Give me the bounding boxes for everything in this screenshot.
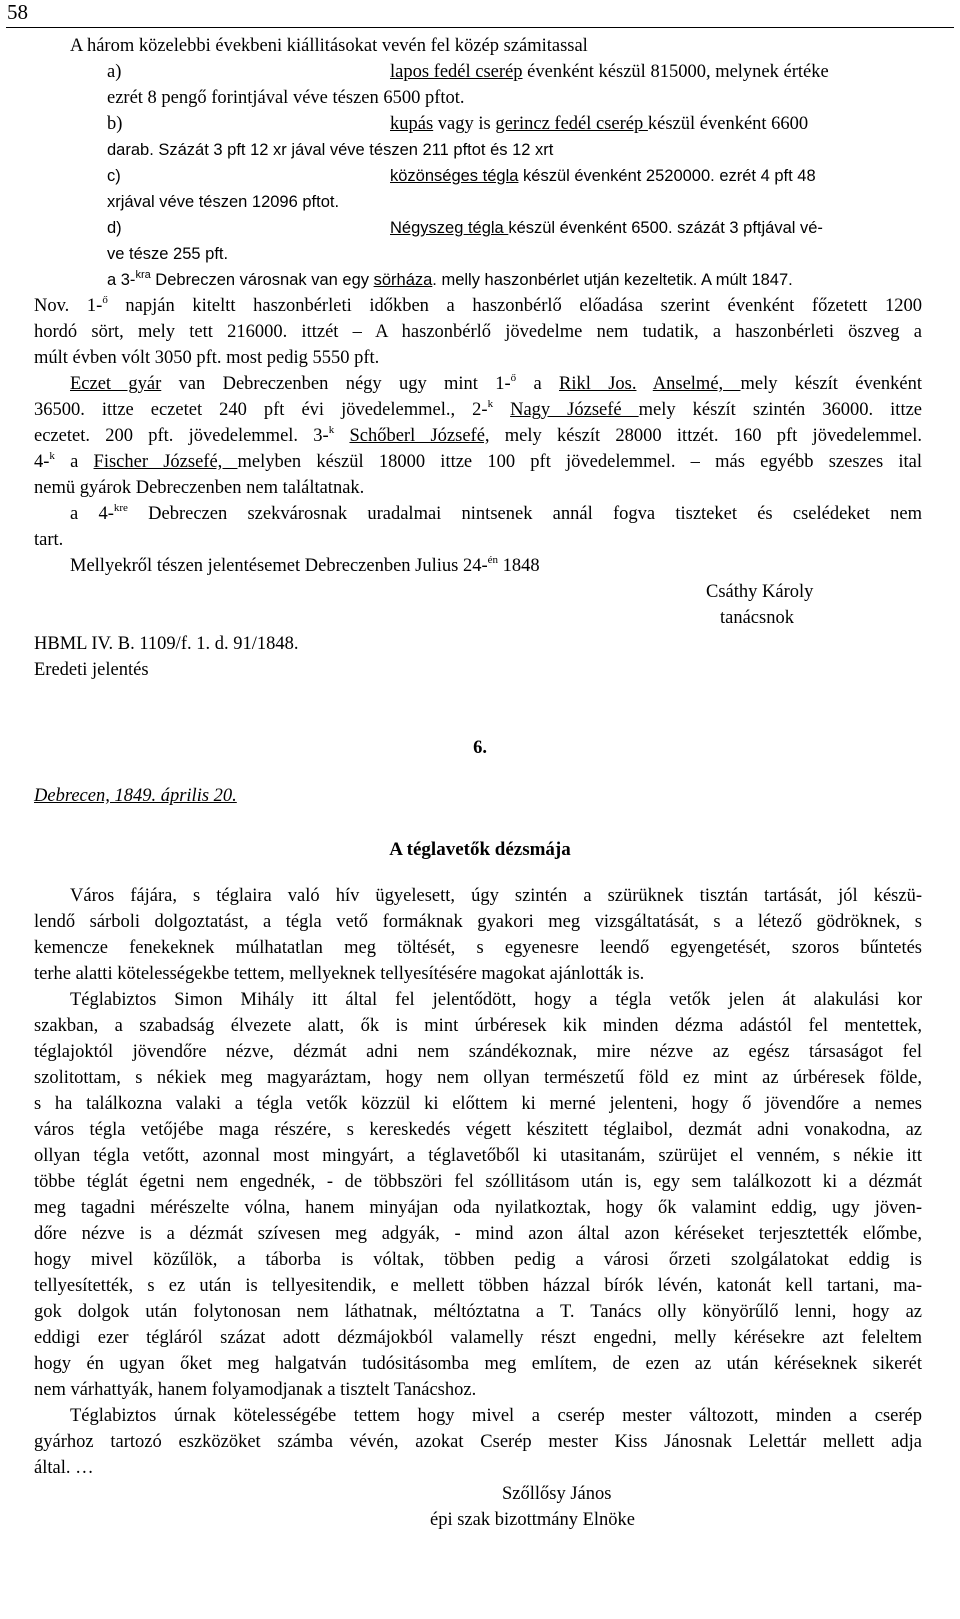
sorhaz-mid: Debreczen városnak van egy [150,271,374,289]
szekvaros-line2: tart. [34,530,64,550]
item-c-line [390,165,816,187]
eczet-l2-space [493,400,510,420]
eczet-l4-sup: k [49,449,55,462]
item-c-link: közönséges tégla [390,167,519,185]
sorhaz-line4: múlt évben vólt 3050 pft. most pedig 5550 pft. [34,348,380,368]
report-pre: Mellyekről tészen jelentésemet Debreczenben Julius 24- [70,556,488,576]
eczet-line5: nemü gyárok Debreczenben nem találtatnak. [34,478,365,498]
item-d-rest: készül évenként 6500. százát 3 pftjával vé- [508,219,823,237]
item-d-link: Négyszeg tégla [390,219,509,237]
sorhaz-l2-sup: ő [102,293,108,306]
eczet-rest: mely készít évenként [740,374,923,394]
item-b-mid: vagy is [433,114,496,134]
sorhaz-line2 [34,295,922,317]
sorhaz-sup: kra [135,268,151,281]
eczet-l3-rest: mely készít 28000 ittzét. 160 pft jövedelemmel. [489,426,922,446]
eczet-l3-a: eczetet. 200 pft. jövedelemmel. 3- [34,426,329,446]
item-b-line [390,113,808,135]
body-line: tellyesítették, s ez után is tellyesitendik, e mellett többen házzal bírók lévén, katonát kell tartani, ma- [34,1276,922,1296]
item-c-line2: xrjával véve tészen 12096 pftot. [107,193,340,211]
szekvaros-rest: Debreczen szekvárosnak uradalmai nintsenek annál fogva tiszteket és cselédeket nem [127,504,922,524]
signer-title: tanácsnok [720,608,794,628]
item-a-rest: évenként készül 815000, melynek értéke [522,62,829,82]
body-line: meg tagadni mérészelte vólna, hanem minyájan oda nyilatkoztak, hogy ők valamint eddig, ugy jöven- [34,1198,922,1218]
eczet-l4-b: a [54,452,94,472]
signer-name: Csáthy Károly [706,582,814,602]
eczet-line4 [34,451,922,473]
sorhaz-l2-rest: napján kiteltt haszonbérleti időkben a haszonbérlő előadása szerint évenként főzetett 1200 [107,296,922,316]
sorhaz-l2-pre: Nov. 1- [34,296,103,316]
body-line: hogy mivel közűlök, a táborba is vóltak, többen pedig a városi őrzeti szolgálatokat eddig is [34,1250,922,1270]
eczet-l3-space [334,426,349,446]
szekvaros-pre: a 4- [70,504,114,524]
body-line: Város fájára, s téglaira való hív ügyelesett, úgy szintén a szürüknek tisztán tartását, jól készü- [70,886,922,906]
body-line: téglajoktól jövendőre nézve, dézmát adni nem szándékoznak, mire nézve az egész társaságot fel [34,1042,922,1062]
body-line: által. … [34,1458,94,1478]
item-c-label: c) [107,167,121,185]
eczet-line1 [70,373,922,395]
eczet-l4-a: 4- [34,452,50,472]
report-sup: én [487,553,499,566]
document-title: A téglavetők dézsmája [389,839,571,860]
item-b-line2: darab. Százát 3 pft 12 xr jával véve tészen 211 pftot és 12 xrt [107,141,554,159]
body-line: szakban, a szabadság élvezete alatt, ők is mint úrbéresek kik minden dézma adástól fel mentettek, [34,1016,922,1036]
schoberl-link: Schőberl Józsefé, [349,426,490,446]
item-b-rest: készül évenként 6600 [647,114,809,134]
body-line: nem várhattyák, hanem folyamodjanak a tisztelt Tanácshoz. [34,1380,477,1400]
page-number: 58 [7,0,28,24]
sorhaz-pre: a 3- [107,271,136,289]
intro-line: A három közelebbi évekbeni kiállitásokat vevén fel közép számitassal [70,36,588,56]
body-line: gok dolgok után folytonosan nem láthatnak, méltóztatna a T. Tanács olly könyörűlő lenni, hogy az [34,1302,922,1322]
body-line: lendő sárboli dolgoztatást, a tégla vető formáknak gyakori meg vizsgáltatását, s a létező gödröknek, s [34,912,922,932]
fischer-link: Fischer Józsefé, [93,452,238,472]
body-line: város tégla vetőjébe maga részére, s kereskedés végett készitett téglaibol, dezmát adni vonakodna, az [34,1120,922,1140]
archive-reference: HBML IV. B. 1109/f. 1. d. 91/1848. [34,634,299,654]
szekvaros-line1 [70,503,922,525]
body-line: hogy én ugyan őket meg halgatván tudósitásomba meg említem, de ezen az után kéréseknek sikerét [34,1354,922,1374]
document-number: 6. [473,738,487,758]
item-a-link: lapos fedél cserép [390,62,523,82]
eczet-link: Eczet gyár [70,374,162,394]
eczet-l3-sup: k [328,423,335,436]
item-b-label: b) [107,114,123,134]
eczet-line2 [34,399,922,421]
item-c-rest: készül évenként 2520000. ezrét 4 pft 48 [518,167,816,185]
body-line: kemencze fenekeknek múlhatatlan meg töltését, s egyenesre leendő egyengetését, szoros bűntetés [34,938,922,958]
header-rule [6,27,954,28]
nagy-jozsefe-link: Nagy Józsefé [510,400,639,420]
eczet-l2-a: 36500. ittze eczetet 240 pft évi jövedelemmel., 2- [34,400,488,420]
document-date: Debrecen, 1849. április 20. [34,786,237,806]
item-b-link1: kupás [390,114,434,134]
eczet-l2-rest: mely készít szintén 36000. ittze [638,400,923,420]
body-line: gyárhoz tartozó eszközöket számba vévén, azokat Cserép mester Kiss Jánosnak Lelettár mellett adja [34,1432,922,1452]
body-line: többe téglát égetni nem engednék, - de többszöri fel szóllitásom után is, egy sem találkozott ki a dézmát [34,1172,922,1192]
body-line: szolitottam, s nékiek meg magyaráztam, hogy nem ollyan természetű föld ez mint az úrbéresek földe, [34,1068,922,1088]
item-d-line2: ve tésze 255 pft. [107,245,229,263]
body-line: s ha találkozna valaki a tégla vetők közzül ki előttem ki merné jelenteni, hogy ő jövendőre a nemes [34,1094,922,1114]
body-line: dőre nézve is a dézmát szívesen meg adgyák, - mind azon által azon kéréseket terjesztették előmbe, [34,1224,922,1244]
item-d-label: d) [107,219,122,237]
eczet-l2-sup: k [487,397,494,410]
eczet-line3 [34,425,922,447]
sorhaz-line3: hordó sört, mely tett 216000. ittzét – A haszonbérlő jövedelme nem tudatik, a haszonbérleti öszveg a [34,322,922,342]
body-line: ollyan tégla vetőtt, azonnal most mingyárt, a téglavetőből ki utasitanám, szürüjet el venném, s nékie itt [34,1146,922,1166]
report-rest: 1848 [498,556,540,576]
rikl-link: Rikl Jos. [559,374,637,394]
item-d-line [390,217,823,239]
signer-name-2: Szőllősy János [502,1484,612,1504]
eczet-sup: ő [510,371,517,384]
eczet-a: a [516,374,560,394]
eczet-space [636,374,652,394]
body-line: terhe alatti kötelességekbe tettem, mellyeknek tellyesítésére magokat ajánlották is. [34,964,645,984]
anselme-link: Anselmé, [652,374,741,394]
eczet-mid: van Debreczenben négy ugy mint 1- [161,374,511,394]
szekvaros-sup: kre [113,501,128,514]
item-a-line2: ezrét 8 pengő forintjával véve tészen 6500 pftot. [107,88,465,108]
item-a-line [390,61,829,83]
item-a-label: a) [107,62,122,82]
sorhaz-rest: . melly haszonbérlet utján kezeltetik. A múlt 1847. [432,271,793,289]
report-line [70,555,540,577]
body-line: eddigi ezer tégláról százat adott dézmájokból valamelly részt engedni, melly kérésekre azt feleltem [34,1328,922,1348]
sorhaz-line1 [107,269,793,291]
item-b-link2: gerincz fedél cserép [495,114,648,134]
sorhaz-link: sörháza [373,271,433,289]
body-line: Téglabiztos Simon Mihály itt által fel jelentődött, hogy a tégla vetők jelen át alakulási kor [70,990,922,1010]
signer-title-2: épi szak bizottmány Elnöke [430,1510,635,1530]
body-line: Téglabiztos úrnak kötelességébe tettem hogy mivel a cserép mester változott, minden a cserép [70,1406,922,1426]
eczet-l4-rest: melyben készül 18000 ittze 100 pft jövedelemmel. – más egyébb szeszes ital [237,452,923,472]
original-note: Eredeti jelentés [34,660,149,680]
